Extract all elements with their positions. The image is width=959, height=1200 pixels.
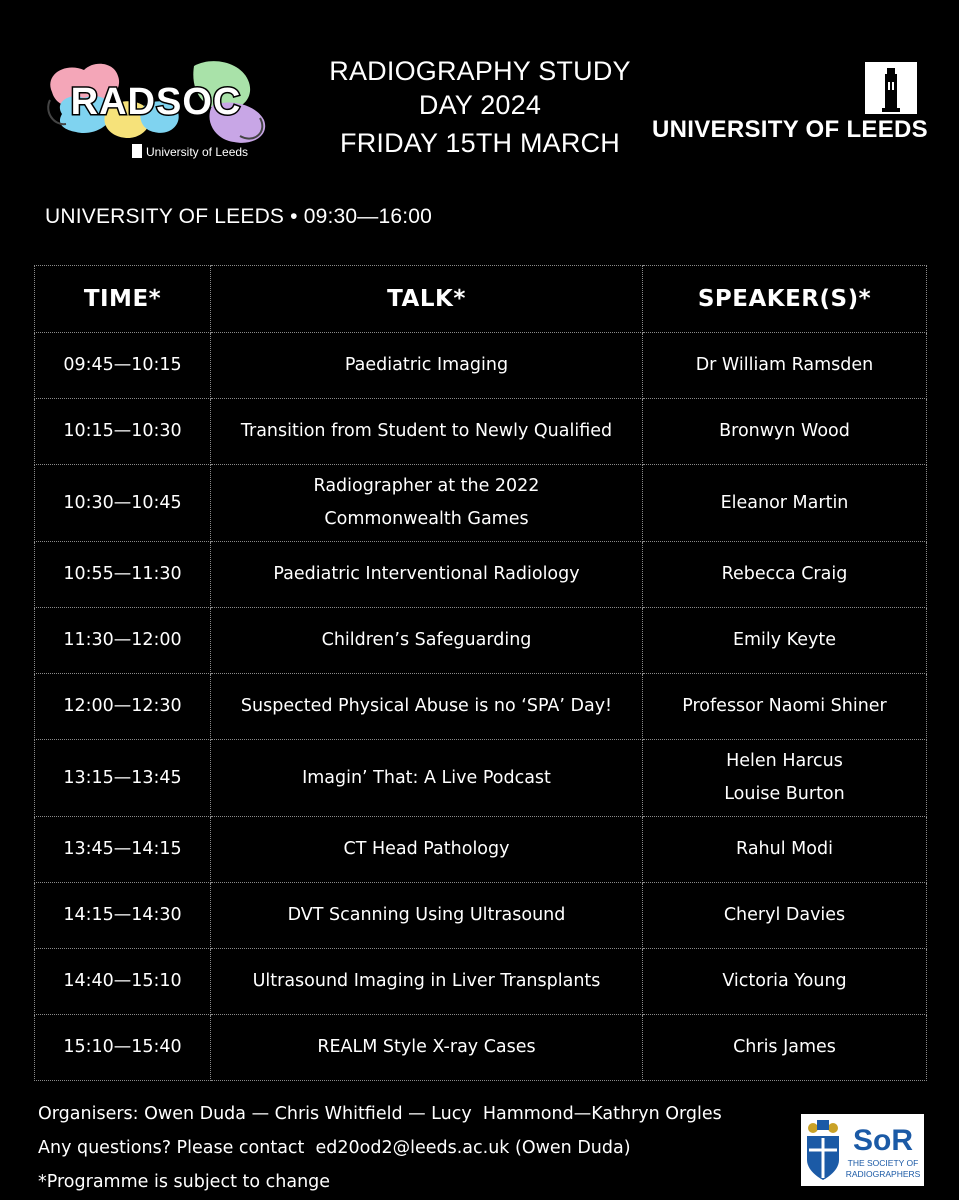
table-row	[35, 465, 927, 542]
talk-title-line: Paediatric Imaging	[344, 355, 509, 375]
contact-line: Any questions? Please contact ed20od2@leeds.ac.uk (Owen Duda)	[38, 1138, 631, 1158]
footer	[38, 1097, 722, 1199]
speaker-name: Emily Keyte	[732, 630, 837, 650]
header-speakers: SPEAKER(S)*	[643, 266, 927, 333]
cell-speakers	[643, 465, 927, 542]
cell-speakers	[643, 608, 927, 674]
table-row	[35, 883, 927, 949]
sor-line1: THE SOCIETY OF	[847, 1158, 919, 1168]
sor-line2: RADIOGRAPHERS	[845, 1169, 921, 1179]
table-row	[35, 674, 927, 740]
cell-speakers	[643, 333, 927, 399]
cell-speakers	[643, 674, 927, 740]
venue-time-line: UNIVERSITY OF LEEDS • 09:30—16:00	[45, 205, 433, 228]
event-date: FRIDAY 15TH MARCH	[340, 128, 620, 158]
table-row	[35, 949, 927, 1015]
cell-speakers	[643, 399, 927, 465]
speaker-name: Louise Burton	[724, 784, 845, 804]
speaker-name: Helen Harcus	[726, 751, 843, 771]
cell-speakers	[643, 740, 927, 817]
talk-title-line: CT Head Pathology	[343, 839, 510, 859]
speaker-name: Rahul Modi	[736, 839, 833, 859]
speaker-name: Dr William Ramsden	[695, 355, 874, 375]
talk-title-line: Imagin’ That: A Live Podcast	[302, 767, 551, 788]
table-row	[35, 817, 927, 883]
cell-talk	[211, 883, 643, 949]
talk-title-line: Paediatric Interventional Radiology	[273, 564, 580, 584]
cell-talk	[211, 817, 643, 883]
talk-title-line: Radiographer at the 2022	[313, 476, 540, 496]
cell-talk	[211, 1015, 643, 1081]
cell-time: 13:15—13:45	[35, 740, 211, 817]
cell-time: 14:15—14:30	[35, 883, 211, 949]
header-time: TIME*	[35, 266, 211, 333]
cell-time: 12:00—12:30	[35, 674, 211, 740]
society-of-radiographers-logo	[801, 1114, 924, 1186]
table-row	[35, 608, 927, 674]
cell-talk	[211, 399, 643, 465]
talk-title-line: REALM Style X-ray Cases	[317, 1037, 536, 1057]
cell-speakers	[643, 542, 927, 608]
table-row	[35, 1015, 927, 1081]
schedule-table	[34, 265, 927, 1081]
speaker-name: Eleanor Martin	[720, 492, 849, 513]
cell-speakers	[643, 949, 927, 1015]
talk-title-line: DVT Scanning Using Ultrasound	[287, 905, 566, 925]
cell-time: 11:30—12:00	[35, 608, 211, 674]
cell-time: 10:55—11:30	[35, 542, 211, 608]
cell-speakers	[643, 883, 927, 949]
table-row	[35, 740, 927, 817]
table-row	[35, 333, 927, 399]
radsoc-logo	[44, 52, 274, 172]
cell-time: 15:10—15:40	[35, 1015, 211, 1081]
talk-title-line: Children’s Safeguarding	[321, 630, 532, 650]
event-title-line2: DAY 2024	[418, 90, 542, 120]
speaker-name: Cheryl Davies	[723, 905, 846, 925]
cell-time: 13:45—14:15	[35, 817, 211, 883]
table-row	[35, 399, 927, 465]
cell-speakers	[643, 817, 927, 883]
tower-icon	[865, 62, 917, 114]
table-header-row	[35, 266, 927, 333]
cell-talk	[211, 333, 643, 399]
cell-talk	[211, 674, 643, 740]
cell-talk	[211, 608, 643, 674]
cell-time: 10:30—10:45	[35, 465, 211, 542]
talk-title-line: Transition from Student to Newly Qualified	[240, 421, 613, 441]
cell-talk	[211, 949, 643, 1015]
cell-talk	[211, 542, 643, 608]
university-of-leeds-logo	[652, 62, 928, 152]
header-talk: TALK*	[211, 266, 643, 333]
talk-title-line: Commonwealth Games	[324, 509, 529, 529]
organisers-line: Organisers: Owen Duda — Chris Whitfield — Lucy Hammond—Kathryn Orgles	[38, 1104, 722, 1124]
speaker-name: Victoria Young	[722, 971, 847, 991]
table-row	[35, 542, 927, 608]
speaker-name: Chris James	[733, 1037, 836, 1057]
cell-time: 09:45—10:15	[35, 333, 211, 399]
event-title-line1: RADIOGRAPHY STUDY	[329, 56, 631, 86]
talk-title-line: Suspected Physical Abuse is no ‘SPA’ Day!	[240, 696, 613, 716]
radsoc-affiliation: University of Leeds	[146, 145, 249, 159]
cell-talk	[211, 465, 643, 542]
radsoc-logo-text: RADSOC	[70, 81, 242, 123]
sor-initials: SoR	[853, 1124, 913, 1157]
talk-title-line: Ultrasound Imaging in Liver Transplants	[252, 971, 601, 991]
speaker-name: Bronwyn Wood	[719, 421, 850, 441]
speaker-name: Professor Naomi Shiner	[682, 696, 887, 716]
crest-icon	[807, 1120, 839, 1180]
cell-talk	[211, 740, 643, 817]
event-title-block	[300, 54, 660, 160]
disclaimer-line: *Programme is subject to change	[38, 1172, 331, 1192]
cell-time: 14:40—15:10	[35, 949, 211, 1015]
speaker-name: Rebecca Craig	[721, 564, 848, 584]
cell-speakers	[643, 1015, 927, 1081]
leeds-wordmark: UNIVERSITY OF LEEDS	[652, 116, 928, 143]
cell-time: 10:15—10:30	[35, 399, 211, 465]
